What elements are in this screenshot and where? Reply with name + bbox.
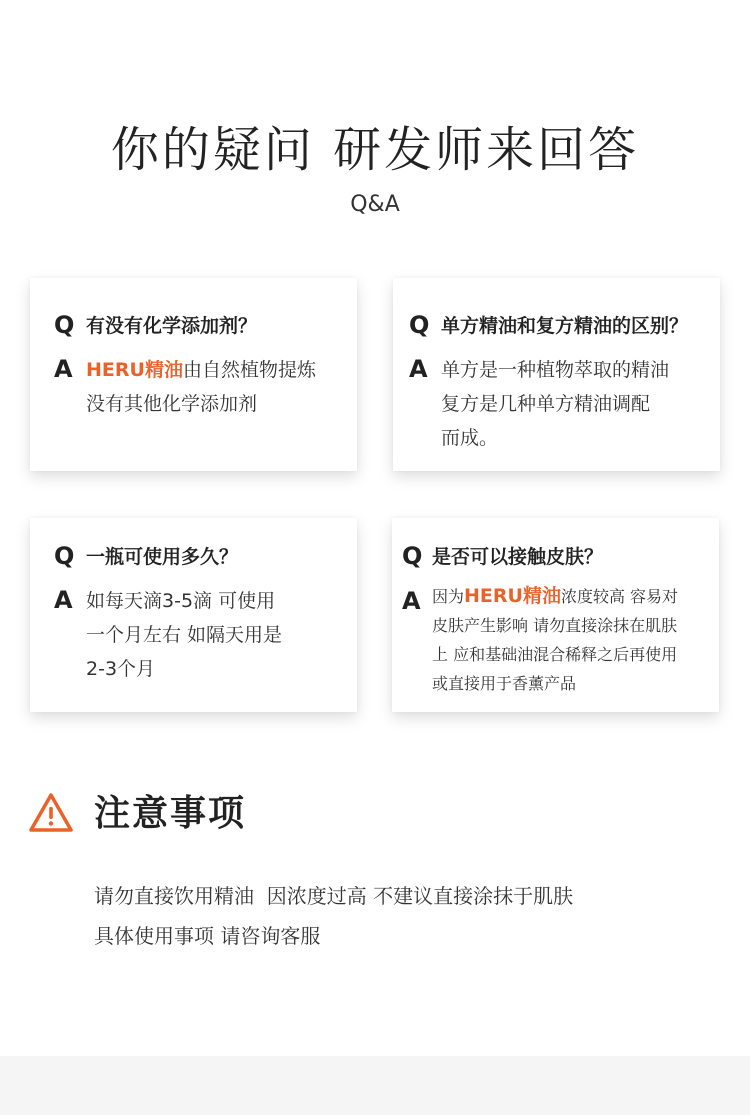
- answer-mark-label: A: [409, 355, 428, 383]
- notice-line: 具体使用事项 请咨询客服: [94, 924, 321, 948]
- faq-answer: [441, 353, 669, 455]
- faq-card-duration: [30, 518, 357, 712]
- answer-mark-label: A: [402, 587, 421, 615]
- warning-icon: [28, 792, 74, 834]
- answer-line: 上 应和基础油混合稀释之后再使用: [432, 645, 678, 664]
- faq-question: 一瓶可使用多久？: [86, 546, 239, 568]
- brand-highlight: HERU精油: [464, 585, 561, 607]
- answer-line: 或直接用于香薰产品: [432, 674, 577, 693]
- answer-line: 如每天滴3-5滴 可使用: [86, 590, 276, 612]
- page-title: 你的疑问 研发师来回答: [110, 122, 640, 178]
- faq-card-skin-contact: [392, 518, 719, 712]
- notice-line: 请勿直接饮用精油 因浓度过高 不建议直接涂抹于肌肤: [94, 884, 574, 908]
- page-subtitle: Q&A: [350, 192, 400, 217]
- answer-mark-label: A: [54, 586, 73, 614]
- footer-band: [0, 1056, 750, 1115]
- answer-line: 皮肤产生影响 请勿直接涂抹在肌肤: [432, 616, 678, 635]
- notice-body: [94, 876, 573, 956]
- question-mark-label: Q: [54, 542, 75, 570]
- answer-prefix: 因为: [432, 587, 465, 606]
- answer-line: 单方是一种植物萃取的精油: [441, 359, 670, 381]
- faq-card-additives: [30, 278, 357, 471]
- faq-answer: [86, 353, 316, 421]
- notice-title: 注意事项: [94, 793, 247, 834]
- answer-line: 而成。: [441, 427, 499, 449]
- answer-line: 一个月左右 如隔天用是: [86, 624, 283, 646]
- answer-mark-label: A: [54, 355, 73, 383]
- faq-question: 有没有化学添加剂？: [86, 315, 258, 337]
- answer-line: 2-3个月: [86, 658, 156, 680]
- faq-question: 是否可以接触皮肤？: [432, 546, 604, 568]
- faq-answer: [86, 584, 282, 686]
- question-mark-label: Q: [54, 311, 75, 339]
- answer-line: 没有其他化学添加剂: [86, 393, 258, 415]
- answer-line: 浓度较高 容易对: [560, 587, 679, 606]
- faq-card-single-vs-blend: [393, 278, 720, 471]
- question-mark-label: Q: [402, 542, 423, 570]
- answer-line: 复方是几种单方精油调配: [441, 393, 651, 415]
- faq-question: 单方精油和复方精油的区别？: [441, 315, 689, 337]
- brand-highlight: HERU精油: [86, 359, 183, 381]
- faq-answer: [432, 582, 678, 698]
- answer-line: 由自然植物提炼: [182, 359, 316, 381]
- question-mark-label: Q: [409, 311, 430, 339]
